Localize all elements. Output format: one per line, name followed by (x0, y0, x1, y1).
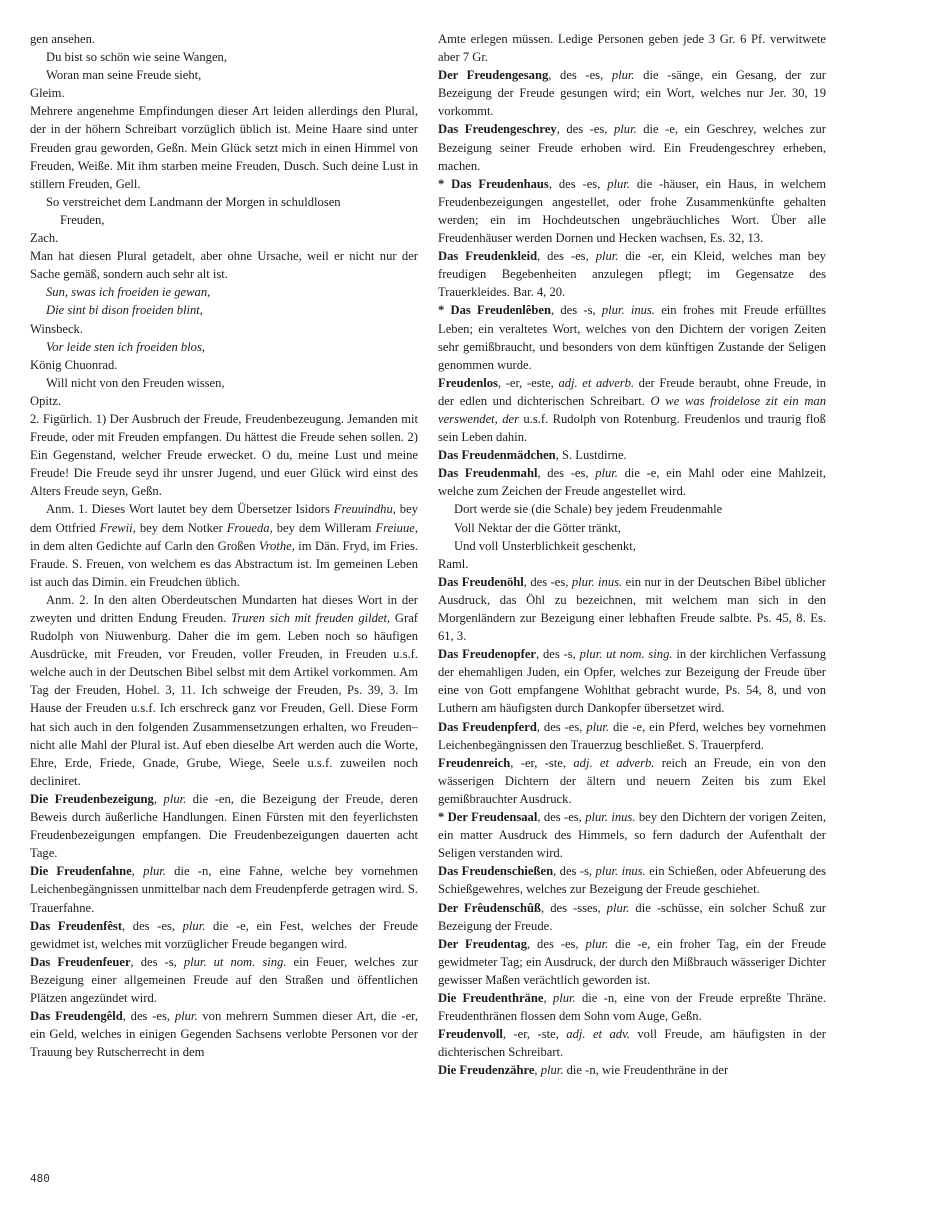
text-segment: , des -s, (536, 647, 580, 662)
entry-headword: Freudenlos (438, 375, 498, 390)
entry-headword: Die Freudenzähre (438, 1063, 535, 1078)
verse-line (30, 193, 418, 211)
verse-line (438, 537, 826, 555)
quote-attribution (30, 392, 418, 410)
entry-headword: Das Freudenfeuer (30, 954, 131, 969)
italic-text: plur. (611, 68, 635, 83)
entry-headword: Das Freudenpferd (438, 719, 537, 734)
text-segment: Mehrere angenehme Empfindungen dieser Art leiden allerdings den Plural, der in der höhern Schreibart vorzüglich üblich ist. Meine Haare sind unter Freuden grau geworden, Geßn. Mein Glück setzt mich in einen Himmel von Freuden, Weiße. Mit ihm starben meine Freuden, Dusch. Such deine Lust in stillern Freuden, Gell. (30, 104, 418, 191)
text-segment: die -e, ein Mahl oder eine Mahlzeit, welche zum Zeichen der Freude angestellet wird. (438, 466, 826, 499)
entry-headword: Das Freudenfêst (30, 918, 123, 933)
text-segment: , S. Lustdirne. (555, 448, 627, 463)
italic-text: adj. et adv. (566, 1027, 630, 1042)
text-segment: , des -es, (523, 574, 572, 589)
italic-text: plur. ut nom. sing. (579, 647, 673, 662)
italic-text: plur. (607, 176, 630, 191)
text-segment: in der kirchlichen Verfassung der ehemahligen Juden, ein Opfer, welches zur Bezeigung der Freude über eine von Gott empfangene Wohlthat gebracht wurde, Ps. 54, 8, und von Luthern am häufigsten durch Dankopfer übersetzet wird. (438, 647, 826, 716)
text-segment: reich an Freude, ein von den wässerigen Dichtern der ältern und neuern Zeiten bis zum Ekel gemißbrauchter Ausdruck. (438, 755, 826, 806)
text-segment: die -e, ein Geschrey, welches zur Bezeigung seiner Freude erhoben wird. Ein Freudengeschrey erheben, machen. (438, 122, 826, 173)
italic-text: Vrothe, (258, 538, 295, 553)
text-segment: , -er, -ste, (510, 755, 574, 770)
quote-attribution (30, 320, 418, 338)
paragraph (30, 30, 418, 48)
text-segment: ein Schießen, oder Abfeuerung des Schießgewehres, welches zur Bezeigung der Freude geschiehet. (438, 864, 826, 897)
text-segment: gen ansehen. (30, 32, 96, 46)
italic-text: plur. (586, 719, 610, 734)
text-segment: , des -es, (537, 466, 596, 481)
italic-text: plur. inus. (601, 303, 655, 318)
quote-attribution (30, 229, 418, 247)
paragraph (30, 500, 418, 590)
italic-text: plur. (163, 791, 187, 806)
italic-text: O we was froidelose zit ein man verswendet, der (438, 393, 827, 426)
dictionary-entry (438, 1025, 826, 1061)
italic-text: Froueda, (226, 520, 273, 535)
entry-headword: Der Frêudenschûß (438, 900, 542, 915)
text-segment: , des -es, (548, 176, 608, 191)
entry-headword: Die Freudenbezeigung (30, 791, 154, 806)
quote-attribution (438, 555, 826, 573)
verse-line (30, 211, 418, 229)
dictionary-entry (438, 754, 826, 808)
dictionary-entry (30, 1007, 418, 1061)
text-segment: die -n, eine Fahne, welche bey vornehmen Leichenbegängnissen unmittelbar nach dem Freudenpferde getragen wird. S. Trauerfahne. (30, 864, 418, 915)
italic-text: plur. (595, 249, 619, 264)
italic-text: adj. et adverb. (558, 375, 635, 390)
entry-headword: Der Freudentag (438, 936, 527, 951)
text-segment: der Freude beraubt, ohne Freude, in der edlen und dichterischen Schreibart. (438, 375, 827, 408)
verse-line (30, 283, 418, 301)
text-segment: , (543, 990, 553, 1005)
dictionary-entry (438, 301, 826, 373)
dictionary-entry (438, 862, 826, 898)
text-segment: Du bist so schön wie seine Wangen, (46, 50, 227, 65)
dictionary-entry (438, 935, 826, 989)
text-segment: , des -sses, (541, 900, 607, 915)
verse-line (30, 301, 418, 319)
italic-text: plur. inus. (571, 574, 623, 589)
text-segment: Woran man seine Freude sieht, (46, 68, 202, 83)
dictionary-entry (438, 446, 826, 464)
text-segment: ein Feuer, welches zur Bezeigung einer allgemeinen Freude auf den Straßen und öffentlichen Plätzen angezündet wird. (30, 954, 418, 1005)
text-segment: bey den Dichtern der vorigen Zeiten, ein matter Ausdruck des Himmels, so fern dadurch der Aufenthalt der Seligen verstanden wird. (438, 810, 826, 861)
italic-text: plur. inus. (585, 810, 636, 825)
text-segment: im Dän. Fryd, im Fries. Fraude. S. Freuen, von welchem es das Abstractum ist. Im gemeinen Leben ist auch das Dimin. ein Freudchen üblich. (30, 538, 419, 589)
text-segment: die -sänge, ein Gesang, der zur Bezeigung der Freude gesungen wird; ein Wort, welches nur Jer. 30, 19 vorkommt. (438, 68, 826, 119)
text-segment: , des -s, (550, 303, 602, 318)
verse-line (30, 338, 418, 356)
paragraph (30, 102, 418, 192)
italic-text: plur. ut nom. sing. (183, 954, 287, 969)
dictionary-entry (30, 790, 418, 862)
text-segment: die -n, eine von der Freude erpreßte Thräne. Freudenthränen flossen dem Sohn vom Auge, Geßn. (438, 990, 826, 1024)
text-segment: Und voll Unsterblichkeit geschenkt, (454, 538, 636, 553)
text-segment: bey dem Notker (135, 520, 227, 535)
dictionary-entry (30, 917, 418, 953)
verse-line (30, 66, 418, 84)
text-segment: , des -s, (130, 954, 184, 969)
italic-text: Freiuue, (375, 520, 418, 535)
dictionary-entry (438, 175, 826, 247)
paragraph (30, 591, 418, 790)
dictionary-entry (438, 808, 826, 862)
text-segment: , des -es, (548, 68, 612, 83)
entry-headword: Das Freudenmädchen (438, 448, 556, 463)
text-segment: , des -s, (553, 864, 596, 879)
dictionary-entry (438, 374, 826, 446)
dictionary-entry (30, 953, 418, 1007)
paragraph (30, 247, 418, 283)
text-segment: voll Freude, am häufigsten in der dichterischen Schreibart. (438, 1027, 826, 1060)
dictionary-entry (438, 120, 826, 174)
italic-text: plur. (552, 990, 576, 1005)
text-segment: die -n, wie Freudenthräne in der (563, 1063, 729, 1078)
dictionary-entry (438, 464, 826, 500)
dictionary-entry (438, 989, 826, 1025)
text-segment: Freuden, (60, 212, 105, 227)
text-segment: , des -es, (556, 122, 614, 137)
entry-headword: Das Freudengêld (30, 1009, 123, 1024)
dictionary-entry (438, 66, 826, 120)
text-segment: Amte erlegen müssen. Ledige Personen geben jede 3 Gr. 6 Pf. verwitwete aber 7 Gr. (438, 32, 826, 65)
entry-headword: Das Freudenschießen (438, 864, 554, 879)
text-segment: die -er, ein Kleid, welches man bey freudigen Begebenheiten anzulegen pflegt; im Gegensatze des Trauerkleides. Bar. 4, 20. (438, 249, 826, 300)
quote-attribution (30, 356, 418, 374)
quote-attribution (30, 84, 418, 102)
text-segment: bey dem Willeram (272, 520, 376, 535)
right-column (438, 30, 826, 1079)
text-segment: , -er, -ste, (502, 1027, 567, 1042)
verse-line (438, 519, 826, 537)
text-segment: , des -es, (122, 918, 183, 933)
italic-text: Vor leide sten ich froeiden blos, (46, 339, 206, 354)
text-segment: Zach. (30, 231, 59, 246)
entry-headword: Freudenvoll (438, 1027, 503, 1042)
left-column (30, 30, 418, 1061)
entry-headword: Die Freudenthräne (438, 990, 544, 1005)
entry-headword: Das Freudenmahl (438, 466, 538, 481)
text-segment: Raml. (438, 556, 469, 571)
text-segment: Opitz. (30, 393, 62, 408)
italic-text: Truren sich mit freuden gildet, (231, 611, 391, 625)
text-segment: Man hat diesen Plural getadelt, aber ohne Ursache, weil er nicht nur der Sache gemäß, sondern auch sehr alt ist. (30, 249, 418, 282)
entry-headword: * Der Freudensaal (438, 810, 538, 825)
italic-text: adj. et adverb. (573, 755, 655, 770)
paragraph (30, 410, 418, 500)
italic-text: plur. (595, 466, 618, 481)
italic-text: Die sint bi dison froeiden blint, (46, 303, 203, 318)
italic-text: plur. (143, 864, 166, 879)
entry-headword: * Das Freudenlêben (438, 303, 551, 318)
dictionary-entry (438, 645, 826, 717)
text-segment: , (153, 791, 164, 806)
text-segment: u.s.f. Rudolph von Rotenburg. Freudenlos und traurig floß sein Leben dahin. (438, 411, 826, 445)
text-segment: die -en, die Bezeigung der Freude, deren Beweis durch äußerliche Handlungen. Einen Fürsten mit den feyerlichsten Freudenbezeigungen empfangen. Die Freudenbezeigungen dauerten acht Tage. (30, 791, 419, 861)
text-segment: , -er, -este, (497, 375, 559, 390)
text-segment: die -e, ein Fest, welches der Freude gewidmet ist, welches mit vorzüglicher Freude begangen wird. (30, 918, 419, 951)
text-segment: Winsbeck. (30, 321, 84, 336)
text-segment: König Chuonrad. (30, 357, 118, 372)
italic-text: plur. (540, 1063, 564, 1078)
text-segment: So verstreichet dem Landmann der Morgen in schuldlosen (46, 194, 341, 209)
text-segment: in dem alten Gedichte auf Carln den Großen (30, 538, 259, 553)
verse-line (30, 48, 418, 66)
text-segment: Anm. 1. Dieses Wort lautet bey dem Übersetzer Isidors (46, 502, 334, 517)
text-segment: ein nur in der Deutschen Bibel üblicher Ausdruck, das Öhl zu bezeichnen, mit welchem man sich in den Morgenländern zur Bezeigung einer lebhaften Freude salbte. Ps. 45, 8. Es. 61, 3. (438, 574, 826, 644)
italic-text: plur. inus. (595, 864, 646, 879)
text-segment: von mehrern Summen dieser Art, die -er, ein Geld, welches in einigen Gegenden Sachsens verlobte Personen vor der Trauung bey Rutscherrecht in dem (30, 1009, 419, 1060)
entry-headword: Das Freudenkleid (438, 249, 538, 264)
dictionary-entry (30, 862, 418, 916)
dictionary-entry (438, 1061, 826, 1079)
dictionary-entry (438, 247, 826, 301)
text-segment: Will nicht von den Freuden wissen, (46, 375, 225, 390)
text-segment: , (131, 864, 144, 879)
text-segment: , des -es, (536, 719, 587, 734)
text-segment: , (534, 1063, 541, 1078)
text-segment: Graf Rudolph von Niuwenburg. Daher die im gem. Leben noch so häufigen Ausdrücke, mit Freuden, vor Freuden, voller Freuden, in Freuden u.s.f. welche auch in der Deutschen Bibel selbst mit dem Artikel vorkommen. Am Tag der Freuden, Hohel. 3, 11. Ich schweige der Freuden, Ps. 39, 3. Im Hause der Freuden u.s.f. Ich erschreck ganz vor Freuden, Gell. Diese Form hat sich auch in den folgenden Zusammensetzungen erhalten, wo Freuden– nicht alle Mahl der Plural ist. Auf eben dieselbe Art werden auch die Worte, Ehre, Erde, Friede, Gnade, Grube, Wiege, Seele u.s.f. zuweilen noch decliniret. (30, 611, 418, 788)
italic-text: Frewii, (99, 520, 136, 535)
italic-text: Sun, swas ich froeiden ie gewan, (46, 285, 211, 300)
verse-line (438, 500, 826, 518)
text-segment: , des -es, (527, 936, 586, 951)
dictionary-entry (438, 718, 826, 754)
entry-headword: Der Freudengesang (438, 68, 549, 83)
entry-headword: Die Freudenfahne (30, 864, 132, 879)
text-segment: Anm. 2. In den alten Oberdeutschen Mundarten hat dieses Wort in der zweyten und dritten Endung Freuden. (30, 592, 418, 625)
italic-text: Freuuindhu, (333, 502, 396, 517)
italic-text: plur. (585, 936, 609, 951)
entry-headword: * Das Freudenhaus (438, 176, 549, 191)
text-segment: die -e, ein froher Tag, ein der Freude gewidmeter Tag; ein Ausdruck, der durch den Mißbrauch wässeriger Dichter gewisser Maßen verächtlich geworden ist. (438, 936, 826, 987)
text-segment: die -e, ein Pferd, welches bey vornehmen Leichenbegängnissen den Trauerzug beschließet. S. Trauerpferd. (438, 719, 826, 752)
text-segment: , des -es, (122, 1009, 175, 1024)
entry-headword: Freudenreich (438, 755, 511, 770)
text-segment: die -schüsse, ein solcher Schuß zur Bezeigung der Freude. (438, 900, 826, 933)
text-segment: Dort werde sie (die Schale) bey jedem Freudenmahle (454, 502, 723, 517)
entry-headword: Das Freudenöhl (438, 574, 524, 589)
text-segment: , des -es, (537, 810, 586, 825)
text-segment: Voll Nektar der die Götter tränkt, (454, 520, 621, 535)
text-segment: Gleim. (30, 86, 65, 101)
verse-line (30, 374, 418, 392)
italic-text: plur. (613, 122, 637, 137)
italic-text: plur. (182, 918, 206, 933)
entry-headword: Das Freudenopfer (438, 647, 537, 662)
text-segment: bey dem Ottfried (30, 502, 418, 535)
paragraph (438, 30, 826, 66)
dictionary-entry (438, 899, 826, 935)
italic-text: plur. (606, 900, 630, 915)
text-segment: 2. Figürlich. 1) Der Ausbruch der Freude, Freudenbezeugung. Jemanden mit Freude, oder mit Freuden empfangen. Du hättest die Freude sehen sollen. 2) Ein Gegenstand, welcher Freude erwecket. O du, meine Lust und meine Freude! Die Freude seyd ihr unsrer Jugend, und euer Glück wird einst des Alters Freude seyn, Geßn. (30, 411, 418, 499)
text-segment: die -häuser, ein Haus, in welchem Freudenbezeigungen angestellet, oder frohe Zusammenkünfte gehalten werden; ein im Hochdeutschen ungebräuchliches Wort. Über alle Freudenhäuser werden Dornen und Hecken wachsen, Es. 32, 13. (438, 176, 826, 246)
page-number: 480 (30, 1172, 50, 1185)
text-segment: ein frohes mit Freude erfülltes Leben; ein veraltetes Wort, welches von den Dichtern der vorigen Zeiten sehr gemißbraucht, und besonders von dem künftigen Zustande der Seligen genommen wurde. (438, 303, 826, 372)
entry-headword: Das Freudengeschrey (438, 122, 557, 137)
text-segment: , des -es, (537, 249, 596, 264)
dictionary-entry (438, 573, 826, 645)
italic-text: plur. (174, 1009, 198, 1024)
